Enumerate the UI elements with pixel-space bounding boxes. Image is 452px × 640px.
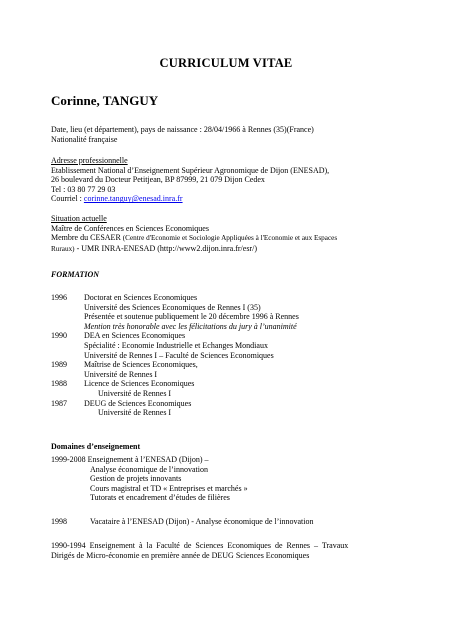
formation-row — [51, 360, 396, 370]
email-row — [51, 194, 396, 204]
formation-text: DEA en Sciences Economiques — [84, 331, 186, 341]
teaching-sub-text: Gestion de projets innovants — [90, 474, 182, 484]
membership — [51, 233, 396, 244]
formation-text: Université de Rennes I — [84, 408, 172, 418]
formation-year: 1987 — [51, 398, 67, 408]
address-line: Etablissement National d’Enseignement Supérieur Agronomique de Dijon (ENESAD), — [51, 165, 330, 175]
document-title: CURRICULUM VITAE — [159, 56, 293, 70]
vacataire-year: 1998 — [51, 517, 67, 526]
teaching-rennes-block — [51, 541, 396, 560]
membership-paren: (Centre d'Economie et Sociologie Appliquées à l'Economie et aux Espaces — [122, 234, 338, 243]
personal-info — [51, 125, 396, 144]
formation-text: Université de Rennes I — [84, 388, 172, 398]
teaching-sub — [51, 493, 396, 503]
birth-info: Date, lieu (et département), pays de naissance : 28/04/1966 à Rennes (35)(France) — [51, 125, 314, 134]
membership-rest: - UMR INRA-ENESAD (http://www2.dijon.inra.fr/esr/) — [74, 243, 257, 253]
formation-row — [51, 379, 396, 389]
formation-text: Maîtrise de Sciences Economiques, — [84, 360, 198, 370]
formation-row — [51, 389, 396, 399]
formation-text: Université de Rennes I – Faculté de Sciences Economiques — [84, 350, 274, 360]
formation-row — [51, 303, 396, 313]
current-situation — [51, 214, 396, 254]
formation-list — [51, 293, 396, 418]
address-line: 26 boulevard du Docteur Petitjean, BP 87999, 21 079 Dijon Cedex — [51, 175, 265, 185]
formation-text: Université de Rennes I — [84, 369, 158, 379]
email-link[interactable]: corinne.tanguy@enesad.inra.fr — [83, 194, 183, 204]
nationality: Nationalité française — [51, 134, 118, 144]
person-name: Corinne, TANGUY — [51, 93, 159, 108]
formation-heading-block — [51, 270, 396, 280]
vacataire-row — [51, 517, 396, 527]
teaching-sub — [51, 474, 396, 484]
teaching-sub-text: Cours magistral et TD « Entreprises et marchés » — [90, 483, 248, 493]
teaching-sub — [51, 484, 396, 494]
formation-text: Mention très honorable avec les félicitations du jury à l’unanimité — [84, 321, 297, 331]
teaching-first-line: 1999-2008 Enseignement à l’ENESAD (Dijon) – — [51, 455, 209, 464]
formation-row — [51, 408, 396, 418]
formation-text: Présentée et soutenue publiquement le 20 décembre 1996 à Rennes — [84, 312, 299, 322]
formation-row — [51, 293, 396, 303]
formation-row — [51, 351, 396, 361]
membership-paren-end: Ruraux) — [51, 244, 75, 253]
teaching-list — [51, 455, 396, 503]
teaching-sub-text: Tutorats et encadrement d’études de filières — [90, 493, 230, 503]
teaching-heading: Domaines d’enseignement — [51, 442, 141, 451]
formation-row — [51, 312, 396, 322]
formation-year: 1989 — [51, 360, 67, 370]
formation-row — [51, 341, 396, 351]
professional-address — [51, 156, 396, 204]
vacataire-text: Vacataire à l’ENESAD (Dijon) - Analyse économique de l’innovation — [90, 517, 314, 526]
formation-text: Doctorat en Sciences Economiques — [84, 293, 198, 302]
email-label: Courriel : — [51, 194, 84, 204]
formation-text: Spécialité : Economie Industrielle et Echanges Mondiaux — [84, 340, 268, 350]
formation-year: 1996 — [51, 293, 67, 302]
address-heading: Adresse professionnelle — [51, 156, 128, 165]
teaching-sub — [51, 465, 396, 475]
teaching-heading-block — [51, 442, 396, 452]
formation-year: 1990 — [51, 331, 67, 341]
formation-row — [51, 370, 396, 380]
formation-heading: FORMATION — [51, 270, 100, 279]
situation-heading: Situation actuelle — [51, 214, 107, 223]
formation-text: DEUG de Sciences Economiques — [84, 398, 192, 408]
teaching-rennes-line: Dirigés de Micro-économie en première année de DEUG Sciences Economiques — [51, 550, 310, 560]
vacataire-block — [51, 517, 396, 527]
membership-start: Membre du CESAER — [51, 233, 123, 243]
phone: Tel : 03 80 77 29 03 — [51, 184, 116, 194]
membership-cont — [51, 244, 396, 255]
formation-text: Université des Sciences Economiques de Rennes I (35) — [84, 302, 261, 312]
formation-row — [51, 322, 396, 332]
job-title: Maître de Conférences en Sciences Economiques — [51, 223, 209, 233]
formation-row — [51, 331, 396, 341]
formation-text: Licence de Sciences Economiques — [84, 379, 195, 389]
formation-year: 1988 — [51, 379, 67, 389]
formation-row — [51, 399, 396, 409]
teaching-sub-text: Analyse économique de l’innovation — [90, 464, 208, 474]
teaching-rennes-line: 1990-1994 Enseignement à la Faculté de Sciences Economiques de Rennes – Travaux — [51, 541, 349, 550]
